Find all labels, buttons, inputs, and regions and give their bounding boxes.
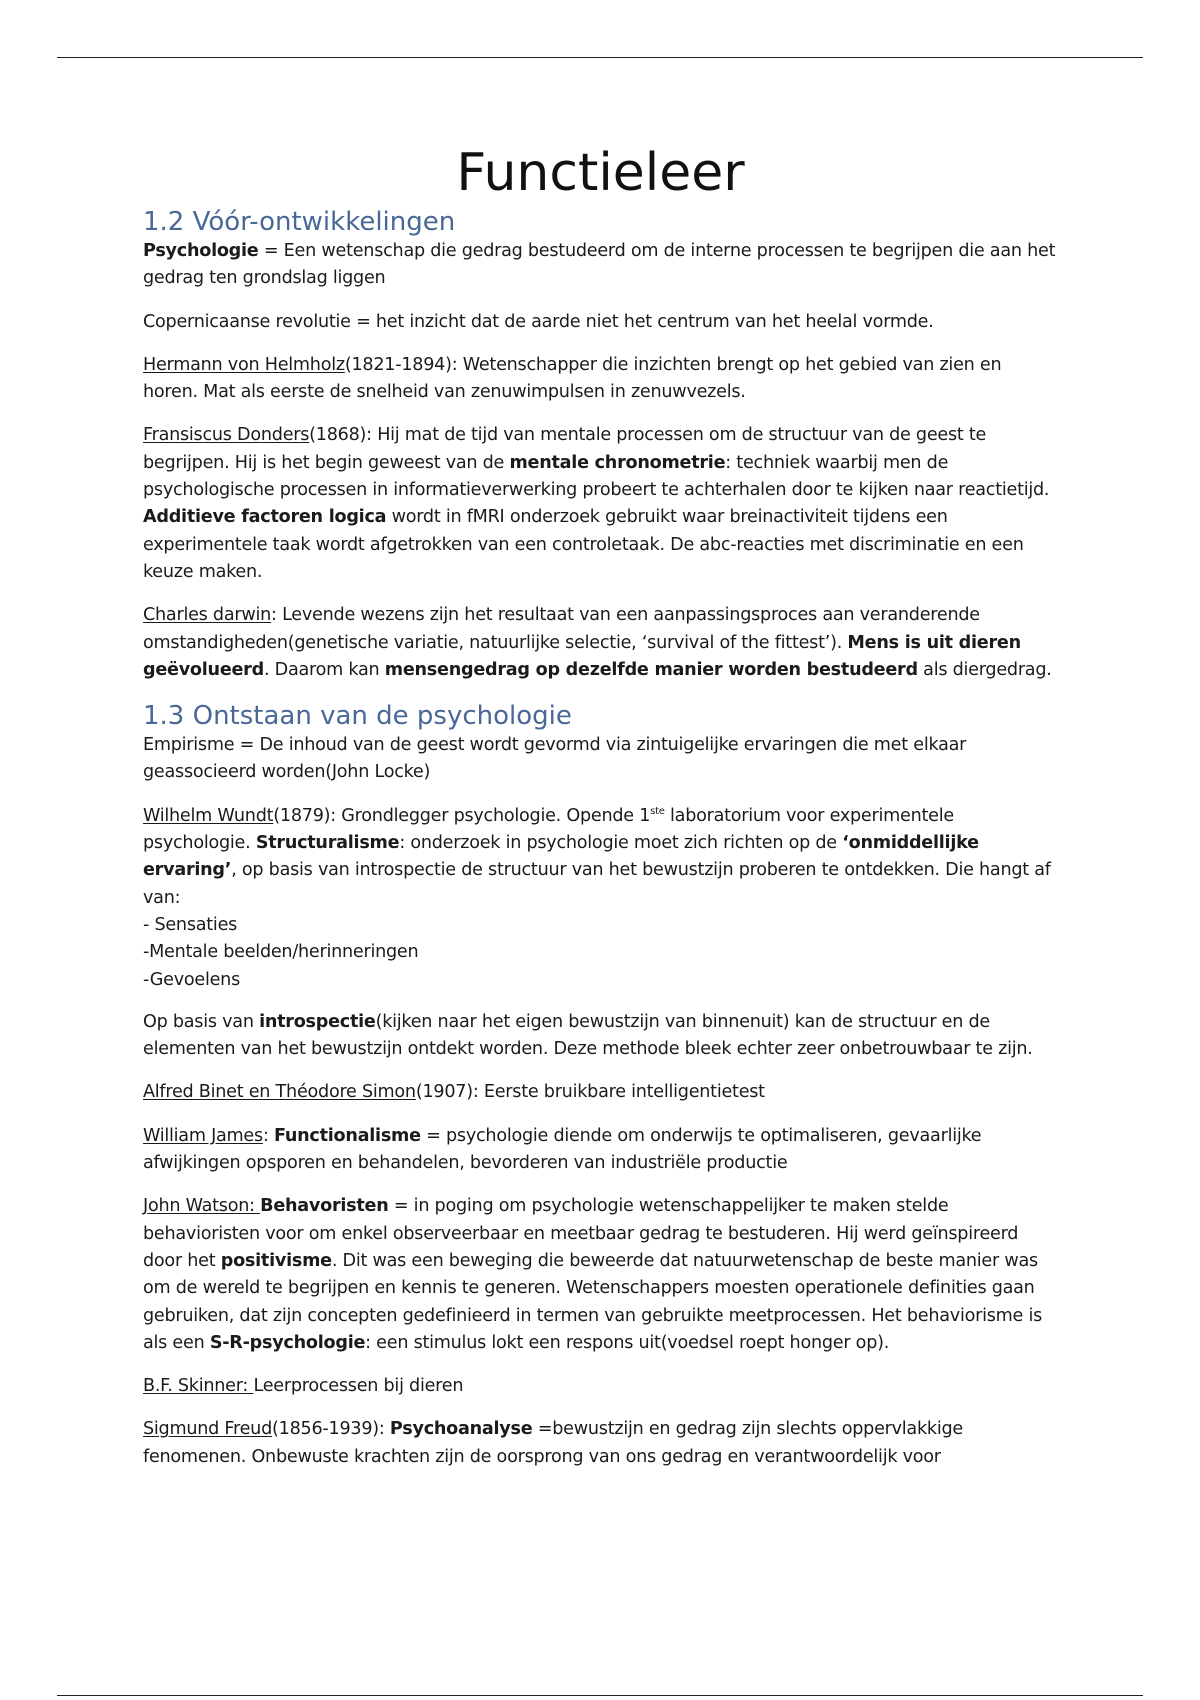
list-item: -Gevoelens: [143, 969, 240, 990]
term-bold: Psychoanalyse: [389, 1419, 533, 1440]
paragraph-watson: [143, 1193, 1058, 1357]
person-name: William James: [143, 1125, 263, 1146]
paragraph-text: wordt in fMRI onderzoek gebruikt waar breinactiviteit tijdens een experimentele taak wordt afgetrokken van een controletaak. De abc-reacties met discriminatie en een keuze maken.: [143, 507, 1024, 582]
paragraph-text: (1907): Eerste bruikbare intelligentietest: [415, 1082, 765, 1103]
document-title: Functieleer: [456, 143, 745, 203]
term-bold: Structuralisme: [255, 833, 400, 854]
paragraph-psychologie: [143, 238, 1058, 293]
paragraph-text: , op basis van introspectie de structuur van het bewustzijn proberen te ontdekken. Die hangt af van:: [143, 860, 1051, 908]
paragraph-binet: [143, 1079, 1058, 1106]
paragraph-james: [143, 1123, 1058, 1178]
paragraph-text: =bewustzijn en gedrag zijn slechts oppervlakkige fenomenen. Onbewuste krachten zijn de oorsprong van ons gedrag en verantwoordelijk voor: [143, 1419, 963, 1467]
person-name: Fransiscus Donders: [143, 425, 310, 446]
paragraph-text: (kijken naar het eigen bewustzijn van binnenuit) kan de structuur en de elementen van het bewustzijn ontdekt worden. Deze methode bleek echter zeer onbetrouwbaar te zijn.: [143, 1011, 1033, 1060]
paragraph-freud: [143, 1416, 1058, 1471]
person-name: Charles darwin: [143, 605, 272, 626]
paragraph-text: = in poging om psychologie wetenschappelijker te maken stelde behavioristen voor om enkel observeerbaar en meetbaar gedrag te bestuderen. Hij werd geïnspireerd door het: [143, 1196, 1019, 1271]
term-bold: Psychologie: [143, 241, 259, 261]
section-heading: 1.2 Vóór-ontwikkelingen: [143, 207, 456, 237]
paragraph-helmholtz: [143, 352, 1058, 407]
term-bold: mentale chronometrie: [509, 452, 726, 473]
superscript: ste: [650, 805, 665, 817]
paragraph-text: (1879): Grondlegger psychologie. Opende 1: [273, 805, 651, 826]
term-bold: positivisme: [220, 1250, 332, 1271]
list-item: - Sensaties: [143, 914, 238, 935]
term-bold: Behavoristen: [260, 1196, 389, 1217]
person-name: Hermann von Helmholz: [143, 354, 345, 375]
paragraph-text: : onderzoek in psychologie moet zich richten op de: [399, 833, 843, 854]
term-bold: mensengedrag op dezelfde manier worden bestudeerd: [384, 659, 918, 680]
term-bold: Functionalisme: [273, 1125, 421, 1146]
person-name: Alfred Binet en Théodore Simon: [143, 1082, 416, 1103]
paragraph-text: als diergedrag.: [917, 659, 1052, 680]
paragraph-text: Op basis van: [143, 1011, 260, 1032]
paragraph-text: (1856-1939):: [272, 1419, 390, 1440]
term-bold: introspectie: [259, 1011, 376, 1032]
paragraph-text: : een stimulus lokt een respons uit(voedsel roept honger op).: [365, 1332, 890, 1353]
person-name: Sigmund Freud: [143, 1419, 273, 1440]
paragraph-skinner: [143, 1373, 1058, 1400]
footer-rule: [57, 1695, 1143, 1696]
paragraph-text: (1868): Hij mat de tijd van mentale processen om de structuur van de geest te begrijpen. Hij is het begin geweest van de: [143, 425, 987, 473]
paragraph-darwin: [143, 602, 1058, 684]
person-name: B.F. Skinner:: [143, 1376, 254, 1397]
paragraph-donders: [143, 422, 1058, 586]
paragraph-text: Leerprocessen bij dieren: [253, 1376, 464, 1397]
section-heading: 1.3 Ontstaan van de psychologie: [143, 701, 572, 732]
document-body: [143, 140, 1058, 1487]
paragraph-text: = Een wetenschap die gedrag bestudeerd om de interne processen te begrijpen die aan het gedrag ten grondslag liggen: [143, 241, 1056, 289]
paragraph-empirisme: Empirisme = De inhoud van de geest wordt gevormd via zintuigelijke ervaringen die met elkaar geassocieerd worden(John Locke): [143, 735, 967, 783]
paragraph-wundt: [143, 803, 1058, 994]
header-rule: [57, 57, 1143, 58]
term-bold: Mens is uit dieren geëvolueerd: [143, 632, 1021, 680]
paragraph-text: :: [262, 1125, 274, 1146]
term-bold: S-R-psychologie: [209, 1332, 366, 1353]
term-bold: Additieve factoren logica: [143, 507, 387, 528]
paragraph-text: . Dit was een beweging die beweerde dat natuurwetenschap de beste manier was om de wereld te begrijpen en kennis te generen. Wetenschappers moesten operationele definities gaan gebruiken, dat zijn concepten gedefinieerd in termen van gebruikte meetprocessen. Het behaviorisme is als een: [143, 1250, 1042, 1353]
paragraph-text: : Levende wezens zijn het resultaat van een aanpassingsproces aan veranderende omstandigheden(genetische variatie, natuurlijke selectie, ‘survival of the fittest’).: [143, 605, 980, 653]
paragraph-introspectie: [143, 1009, 1058, 1064]
person-name: John Watson:: [143, 1196, 261, 1217]
paragraph-text: (1821-1894): Wetenschapper die inzichten brengt op het gebied van zien en horen. Mat als eerste de snelheid van zenuwimpulsen in zenuwvezels.: [143, 354, 1002, 403]
term-bold: ‘onmiddellijke ervaring’: [143, 833, 979, 881]
list-item: -Mentale beelden/herinneringen: [143, 942, 419, 963]
paragraph-text: : techniek waarbij men de psychologische processen in informatieverwerking probeert te achterhalen door te kijken naar reactietijd.: [143, 452, 1050, 501]
paragraph-copernicus: Copernicaanse revolutie = het inzicht dat de aarde niet het centrum van het heelal vormde.: [143, 311, 934, 332]
person-name: Wilhelm Wundt: [143, 805, 274, 826]
paragraph-text: laboratorium voor experimentele psychologie.: [143, 805, 954, 854]
paragraph-text: . Daarom kan: [263, 659, 385, 680]
paragraph-text: = psychologie diende om onderwijs te optimaliseren, gevaarlijke afwijkingen opsporen en behandelen, bevorderen van industriële productie: [143, 1125, 982, 1174]
